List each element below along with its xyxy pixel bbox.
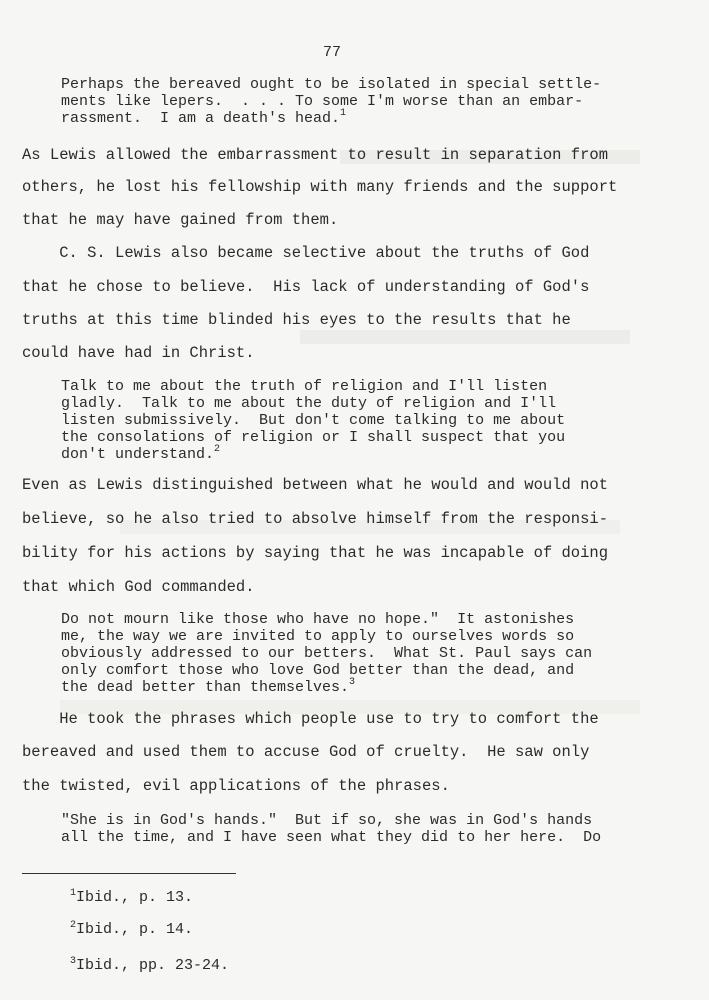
quote-text: don't understand.	[61, 446, 215, 463]
body-line: bility for his actions by saying that he was incapable of doing	[22, 544, 608, 562]
quote-line: the consolations of religion or I shall suspect that you	[61, 429, 566, 446]
body-line: could have had in Christ.	[22, 344, 255, 362]
footnote-text: Ibid., pp. 23-24.	[76, 957, 230, 974]
quote-line: gladly. Talk to me about the duty of religion and I'll	[61, 395, 557, 412]
quote-line: all the time, and I have seen what they did to her here. Do	[61, 829, 602, 846]
quote-line: Talk to me about the truth of religion and I'll listen	[61, 378, 548, 395]
quote-line: only comfort those who love God better than the dead, and	[61, 662, 575, 679]
quote-line: Do not mourn like those who have no hope." It astonishes	[61, 611, 575, 628]
footnote-text: Ibid., p. 13.	[76, 889, 194, 906]
quote-text: rassment. I am a death's head.	[61, 110, 341, 127]
body-line: Even as Lewis distinguished between what he would and would not	[22, 476, 608, 494]
footnote-divider	[22, 873, 236, 874]
body-line: others, he lost his fellowship with many friends and the support	[22, 178, 618, 196]
footnote-mark: 2	[70, 920, 77, 931]
body-line: truths at this time blinded his eyes to the results that he	[22, 311, 571, 329]
body-line: He took the phrases which people use to try to comfort the	[22, 710, 599, 728]
body-line: bereaved and used them to accuse God of cruelty. He saw only	[22, 743, 590, 761]
footnote-ref: 1	[340, 108, 347, 119]
body-line: that which God commanded.	[22, 578, 255, 596]
quote-line: "She is in God's hands." But if so, she was in God's hands	[61, 812, 593, 829]
quote-line: Perhaps the bereaved ought to be isolated in special settle-	[61, 76, 602, 93]
page-number: 77	[323, 44, 342, 61]
footnote	[70, 921, 193, 938]
quote-line: obviously addressed to our betters. What St. Paul says can	[61, 645, 593, 662]
body-line: C. S. Lewis also became selective about the truths of God	[22, 244, 590, 262]
footnote	[70, 889, 193, 906]
quote-line	[61, 446, 220, 463]
body-line: As Lewis allowed the embarrassment to result in separation from	[22, 146, 608, 164]
quote-line: listen submissively. But don't come talking to me about	[61, 412, 566, 429]
bleed-through-mark	[300, 330, 630, 344]
quote-line: ments like lepers. . . . To some I'm worse than an embar-	[61, 93, 584, 110]
body-line: believe, so he also tried to absolve himself from the responsi-	[22, 510, 608, 528]
footnote-mark: 3	[70, 956, 77, 967]
body-line: the twisted, evil applications of the phrases.	[22, 777, 450, 795]
footnote-text: Ibid., p. 14.	[76, 921, 194, 938]
quote-text: the dead better than themselves.	[61, 679, 350, 696]
footnote-mark: 1	[70, 888, 77, 899]
footnote-ref: 3	[349, 677, 356, 688]
quote-line: me, the way we are invited to apply to ourselves words so	[61, 628, 575, 645]
body-line: that he may have gained from them.	[22, 211, 339, 229]
body-line: that he chose to believe. His lack of understanding of God's	[22, 278, 590, 296]
quote-line	[61, 679, 355, 696]
footnote	[70, 957, 229, 974]
quote-line	[61, 110, 346, 127]
footnote-ref: 2	[214, 444, 221, 455]
